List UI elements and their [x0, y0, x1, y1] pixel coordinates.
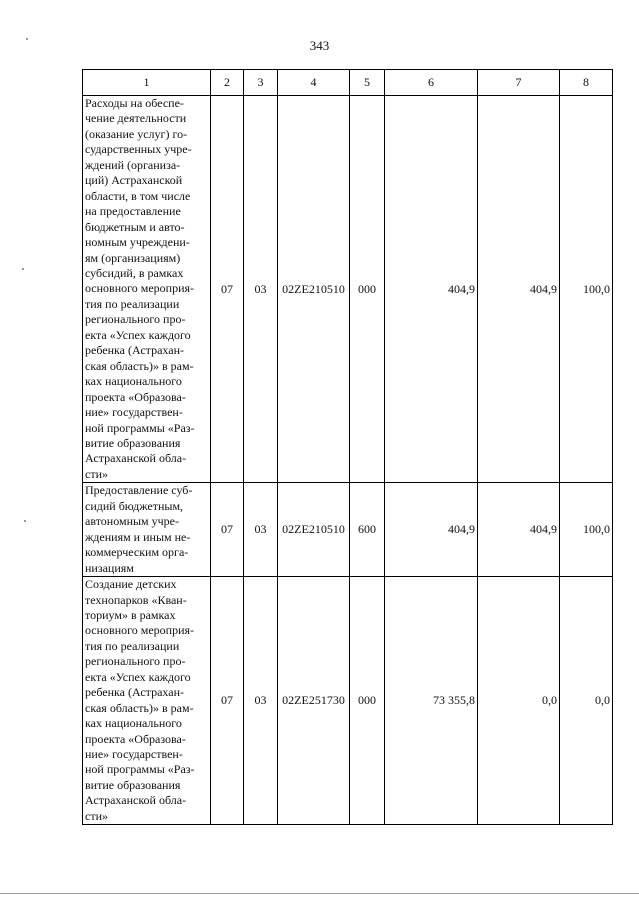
description-line: автономным учре-: [85, 514, 180, 529]
cell-col-7: 404,9: [478, 96, 560, 483]
description-line: Астраханской обла-: [85, 793, 187, 808]
description-line: технопарков «Кван-: [85, 592, 187, 607]
description-line: сударственных учре-: [85, 142, 192, 157]
description-line: Предоставление суб-: [85, 483, 193, 498]
header-col-4: 4: [278, 70, 350, 96]
description-line: ториум» в рамках: [85, 607, 176, 622]
description-line: области, в том числе: [85, 188, 191, 203]
cell-col-6: 73 355,8: [385, 577, 478, 825]
cell-col-5: 000: [350, 577, 385, 825]
table-row: [83, 577, 613, 825]
description-line: ждений (организа-: [85, 157, 181, 172]
table-row: [83, 96, 613, 483]
description-line: субсидий, в рамках: [85, 265, 184, 280]
cell-col-2: 07: [211, 577, 244, 825]
scan-speck: [22, 268, 24, 270]
row-description: [83, 577, 211, 825]
description-line: чение деятельности: [85, 111, 187, 126]
description-line: Астраханской обла-: [85, 451, 187, 466]
description-line: ская область)» в рам-: [85, 358, 194, 373]
description-line: ждениям и иным не-: [85, 529, 191, 544]
description-line: (оказание услуг) го-: [85, 126, 188, 141]
header-col-8: 8: [560, 70, 613, 96]
table-header-row: [83, 70, 613, 96]
cell-col-3: 03: [244, 483, 278, 577]
scan-speck: [24, 520, 26, 522]
cell-col-5: 000: [350, 96, 385, 483]
description-line: ной программы «Раз-: [85, 762, 195, 777]
header-col-7: 7: [478, 70, 560, 96]
description-line: ям (организациям): [85, 250, 181, 265]
cell-col-6: 404,9: [385, 483, 478, 577]
description-line: ребенка (Астрахан-: [85, 343, 184, 358]
description-line: Расходы на обеспе-: [85, 96, 184, 110]
cell-col-7: 404,9: [478, 483, 560, 577]
description-line: на предоставление: [85, 204, 181, 219]
description-line: проекта «Образова-: [85, 389, 186, 404]
header-col-6: 6: [385, 70, 478, 96]
header-col-5: 5: [350, 70, 385, 96]
header-col-2: 2: [211, 70, 244, 96]
cell-col-8: 0,0: [560, 577, 613, 825]
budget-table: [82, 69, 613, 825]
table-row: [83, 483, 613, 577]
header-col-3: 3: [244, 70, 278, 96]
description-line: бюджетным и авто-: [85, 219, 185, 234]
description-line: проекта «Образова-: [85, 731, 186, 746]
description-line: витие образования: [85, 435, 181, 450]
description-line: регионального про-: [85, 654, 186, 669]
description-line: сти»: [85, 808, 108, 823]
description-line: ская область)» в рам-: [85, 700, 194, 715]
description-line: екта «Успех каждого: [85, 669, 191, 684]
row-description: [83, 96, 211, 483]
description-line: регионального про-: [85, 312, 186, 327]
description-line: ках национального: [85, 716, 182, 731]
description-line: екта «Успех каждого: [85, 327, 191, 342]
description-line: номным учреждени-: [85, 235, 190, 250]
cell-col-4: 02ZE210510: [278, 483, 350, 577]
cell-col-8: 100,0: [560, 483, 613, 577]
description-line: основного мероприя-: [85, 281, 195, 296]
page-number: 343: [309, 38, 330, 53]
description-line: ребенка (Астрахан-: [85, 685, 184, 700]
description-line: Создание детских: [85, 577, 177, 592]
description-line: тия по реализации: [85, 638, 180, 653]
description-line: ние» государствен-: [85, 405, 183, 420]
cell-col-4: 02ZE210510: [278, 96, 350, 483]
cell-col-5: 600: [350, 483, 385, 577]
cell-col-2: 07: [211, 483, 244, 577]
cell-col-7: 0,0: [478, 577, 560, 825]
row-description: [83, 483, 211, 577]
cell-col-4: 02ZE251730: [278, 577, 350, 825]
cell-col-6: 404,9: [385, 96, 478, 483]
cell-col-8: 100,0: [560, 96, 613, 483]
description-line: витие образования: [85, 777, 181, 792]
description-line: ций) Астраханской: [85, 173, 183, 188]
description-line: низациям: [85, 560, 134, 575]
description-line: ной программы «Раз-: [85, 420, 195, 435]
cell-col-3: 03: [244, 577, 278, 825]
cell-col-3: 03: [244, 96, 278, 483]
description-line: ках национального: [85, 374, 182, 389]
scan-speck: [26, 38, 28, 40]
header-col-1: 1: [83, 70, 211, 96]
description-line: основного мероприя-: [85, 623, 195, 638]
description-line: коммерческим орга-: [85, 545, 189, 560]
cell-col-2: 07: [211, 96, 244, 483]
description-line: тия по реализации: [85, 296, 180, 311]
description-line: сидий бюджетным,: [85, 498, 184, 513]
description-line: ние» государствен-: [85, 747, 183, 762]
bottom-divider: [0, 893, 639, 894]
description-line: сти»: [85, 466, 108, 481]
